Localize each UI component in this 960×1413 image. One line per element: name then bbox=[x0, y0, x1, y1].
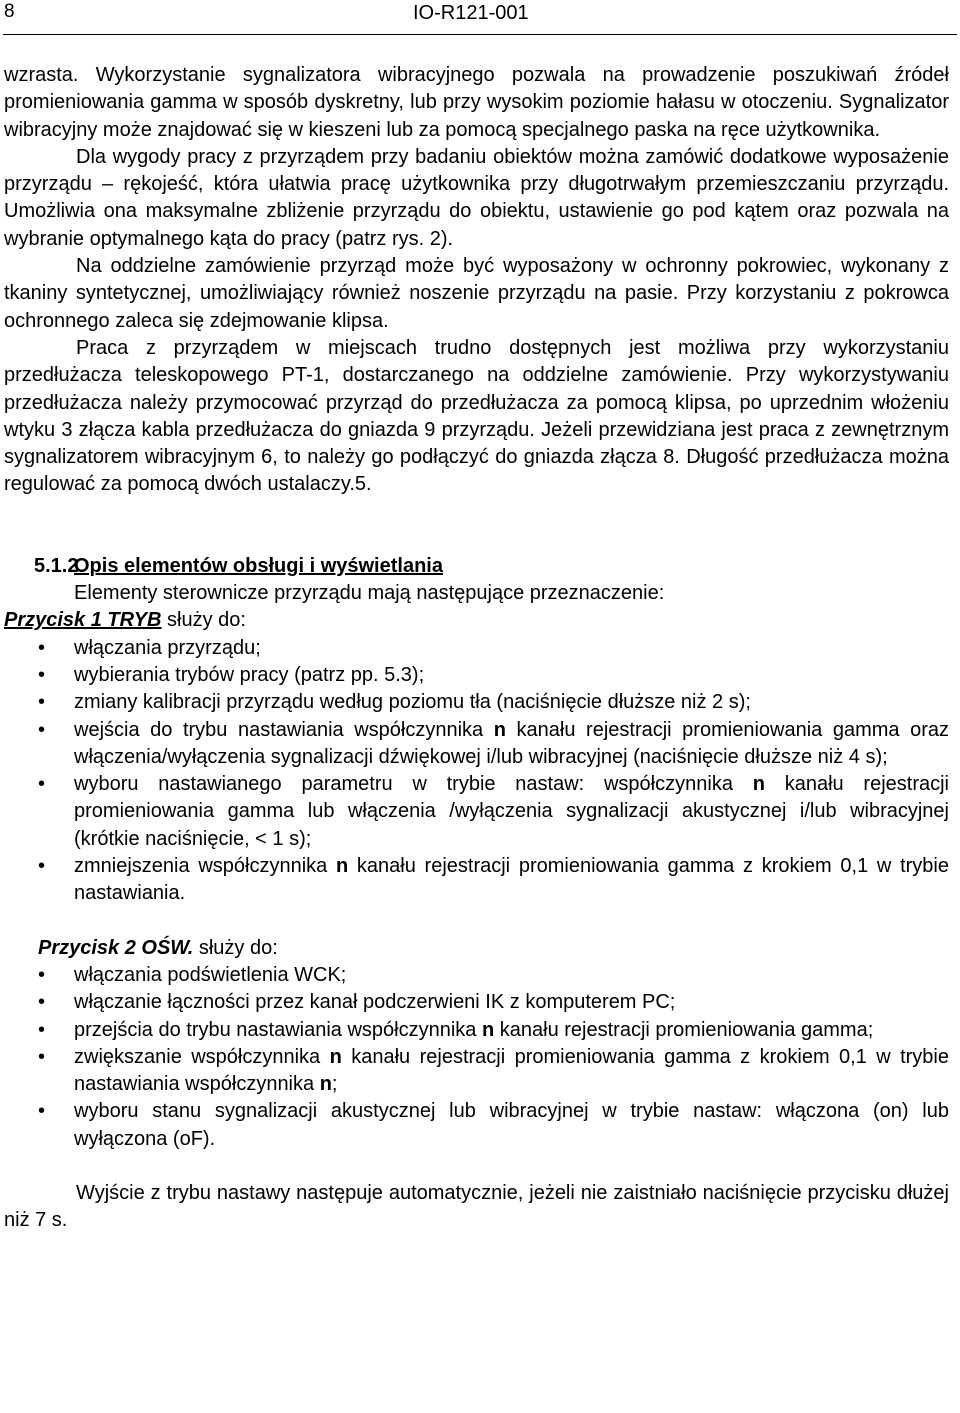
coefficient-n: n bbox=[329, 1045, 342, 1068]
list-item-text: zmniejszenia współczynnika bbox=[74, 855, 336, 878]
paragraph-1: wzrasta. Wykorzystanie sygnalizatora wibracyjnego pozwala na prowadzenie poszukiwań źródeł promieniowania gamma w sposób dyskretny, lub przy wysokim poziomie hałasu w otoczeniu. Sygnalizator wibracyjny może znajdować się w kieszeni lub za pomocą specjalnego paska na ręce użytkownika. bbox=[4, 64, 949, 141]
list-item-text: włączania podświetlenia WCK; bbox=[74, 963, 347, 986]
list-item bbox=[4, 989, 949, 1016]
list-item-text: kanału rejestracji promieniowania gamma z krokiem 0,1 w trybie nastawiania. bbox=[74, 855, 949, 905]
header-rule bbox=[3, 34, 957, 35]
list-item-text: kanału rejestracji promieniowania gamma; bbox=[494, 1018, 874, 1041]
list-item bbox=[4, 689, 949, 716]
button2-title: Przycisk 2 OŚW. bbox=[38, 936, 194, 959]
coefficient-n: n bbox=[481, 1018, 495, 1041]
list-item bbox=[4, 717, 949, 772]
bullet-icon: • bbox=[38, 718, 46, 741]
coefficient-n: n bbox=[493, 718, 506, 741]
bullet-icon: • bbox=[38, 963, 46, 986]
list-item-text: ; bbox=[331, 1073, 338, 1096]
section-title: Opis elementów obsługi i wyświetlania bbox=[74, 554, 443, 577]
button1-list bbox=[4, 635, 949, 908]
list-item bbox=[4, 1098, 949, 1153]
final-paragraph: Wyjście z trybu nastawy następuje automatycznie, jeżeli nie zaistniało naciśnięcie przycisku dłużej niż 7 s. bbox=[4, 1181, 949, 1232]
bullet-icon: • bbox=[38, 1018, 46, 1041]
list-item-text: włączania przyrządu; bbox=[74, 636, 261, 659]
list-item-text: wyboru stanu sygnalizacji akustycznej lub wibracyjnej w trybie nastaw: włączona (on) lub wyłączona (oF). bbox=[74, 1100, 949, 1150]
page-content bbox=[4, 62, 949, 1235]
button2-heading bbox=[4, 935, 949, 962]
paragraph-4: Praca z przyrządem w miejscach trudno dostępnych jest możliwa przy wykorzystaniu przedłużacza teleskopowego PT-1, dostarczanego na oddzielne zamówienie. Przy wykorzystywaniu przedłużacza należy przymocować przyrząd do przedłużacza za pomocą klipsa, po uprzednim włożeniu wtyku 3 złącza kabla przedłużacza do gniazda 9 przyrządu. Jeżeli przewidziana jest praca z zewnętrznym sygnalizatorem wibracyjnym 6, to należy go podłączyć do gniazda złącza 8. Długość przedłużacza można regulować za pomocą dwóch ustalaczy.5. bbox=[4, 336, 949, 496]
coefficient-n: n bbox=[319, 1073, 332, 1096]
bullet-icon: • bbox=[38, 855, 46, 878]
list-item bbox=[4, 662, 949, 689]
list-item bbox=[4, 1017, 949, 1044]
section-heading bbox=[4, 553, 949, 580]
button1-suffix: służy do: bbox=[161, 609, 246, 632]
bullet-icon: • bbox=[38, 636, 46, 659]
section-intro: Elementy sterownicze przyrządu mają następujące przeznaczenie: bbox=[74, 582, 665, 605]
bullet-icon: • bbox=[38, 1045, 46, 1068]
coefficient-n: n bbox=[752, 773, 765, 796]
bullet-icon: • bbox=[38, 991, 46, 1014]
button1-title: Przycisk 1 TRYB bbox=[4, 609, 162, 632]
bullet-icon: • bbox=[38, 691, 46, 714]
button2-list bbox=[4, 962, 949, 1153]
list-item bbox=[4, 962, 949, 989]
list-item bbox=[4, 635, 949, 662]
document-id: IO-R121-001 bbox=[413, 2, 529, 24]
list-item-text: zwiększanie współczynnika bbox=[74, 1045, 330, 1068]
button1-heading bbox=[4, 607, 949, 634]
bullet-icon: • bbox=[38, 1100, 46, 1123]
list-item-text: zmiany kalibracji przyrządu według poziomu tła (naciśnięcie dłuższe niż 2 s); bbox=[74, 691, 751, 714]
section-number: 5.1.2 bbox=[34, 554, 79, 577]
list-item bbox=[4, 1044, 949, 1099]
coefficient-n: n bbox=[335, 855, 349, 878]
list-item-text: kanału rejestracji promieniowania gamma lub włączenia /wyłączenia sygnalizacji akustycznej i/lub wibracyjnej (krótkie naciśnięcie, < 1 s); bbox=[74, 773, 950, 850]
bullet-icon: • bbox=[38, 773, 46, 796]
paragraph-2: Dla wygody pracy z przyrządem przy badaniu obiektów można zamówić dodatkowe wyposażenie przyrządu – rękojeść, która ułatwia pracę użytkownika przy długotrwałym przemieszczaniu przyrządu. Umożliwia ona maksymalne zbliżenie przyrządu do obiektu, ustawienie go pod kątem oraz pozwala na wybranie optymalnego kąta do pracy (patrz rys. 2). bbox=[4, 145, 949, 250]
paragraph-3: Na oddzielne zamówienie przyrząd może być wyposażony w ochronny pokrowiec, wykonany z tkaniny syntetycznej, umożliwiający również noszenie przyrządu na pasie. Przy korzystaniu z pokrowca ochronnego zaleca się zdejmowanie klipsa. bbox=[4, 255, 949, 332]
list-item-text: przejścia do trybu nastawiania współczynnika bbox=[74, 1018, 482, 1041]
list-item-text: wyboru nastawianego parametru w trybie nastaw: współczynnika bbox=[74, 773, 753, 796]
button2-suffix: służy do: bbox=[193, 936, 278, 959]
list-item-text: wejścia do trybu nastawiania współczynnika bbox=[74, 718, 494, 741]
bullet-icon: • bbox=[38, 663, 46, 686]
list-item-text: włączanie łączności przez kanał podczerwieni IK z komputerem PC; bbox=[74, 991, 676, 1014]
page-number: 8 bbox=[4, 1, 15, 22]
list-item bbox=[4, 853, 949, 908]
list-item bbox=[4, 771, 949, 853]
list-item-text: kanału rejestracji promieniowania gamma oraz włączenia/wyłączenia sygnalizacji dźwiękowej i/lub wibracyjnej (naciśnięcie dłuższe niż 4 s); bbox=[74, 718, 950, 768]
list-item-text: kanału rejestracji promieniowania gamma z krokiem 0,1 w trybie nastawiania współczynnika bbox=[74, 1045, 950, 1096]
list-item-text: wybierania trybów pracy (patrz pp. 5.3); bbox=[74, 663, 425, 686]
